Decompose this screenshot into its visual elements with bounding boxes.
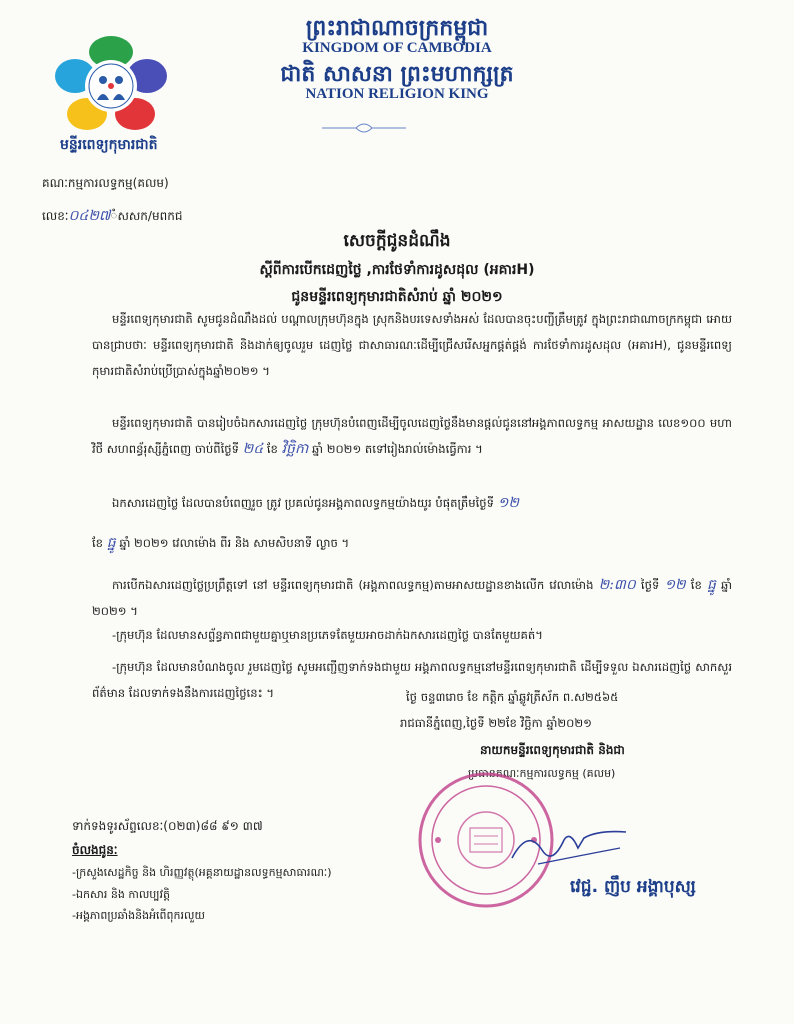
kingdom-title-en: KINGDOM OF CAMBODIA [302,40,492,56]
document-subject: ស្តីពីការបើកដេញថ្លៃ ,ការថែទាំការដូសដុល (អគារH) [259,262,535,278]
contact-phone: ទាក់ទងទូរស័ព្ទលេខៈ(០២៣)៨៨ ៩១ ៣៧ [72,819,263,833]
condition-single-bid: -ក្រុមហ៊ុន ដែលមានសព្ទ័ន្ធភាពជាមួយគ្នាឬមានប្រភេទតែមួយអាចដាក់ឯកសារដេញថ្លៃ បានតែមួយគត់។ [112,628,543,642]
reference-number: ០៤២៧ [68,208,111,224]
condition-contact: -ក្រុមហ៊ុន ដែលមានបំណងចូល រួមដេញថ្លៃ សូមអញ្ជើញទាក់ទងជាមួយ អង្គភាពលទ្ធកម្មនៅមន្ទីរពេទ្យកុមារជាតិ ដើម្បីទទួល ឯសារដេញថ្លៃ សាកសួរព័ត៌មាន ដែលទាក់ទងនឹងការដេញថ្លៃនេះ ។ [92,660,732,700]
kingdom-title-kh: ព្រះរាជាណាចក្រកម្ពុជា [305,16,489,41]
bid-opening-text: ការបើកឯសារដេញថ្លៃប្រព្រឹត្តទៅ នៅ មន្ទីរពេទ្យកុមារជាតិ (អង្គភាពលទ្ធកម្ម)តាមអាសយដ្ឋានខាងលើក វេលាម៉ោង [112,578,594,592]
reference-line [42,206,182,227]
signer-title: នាយកមន្ទីរពេទ្យកុមារជាតិ និងជា [480,743,625,757]
lunar-date: ថ្ងៃ ចន្ទ៣រោច ខែ កត្តិក ឆ្នាំឆ្លូវត្រីស័ក ព.ស២៥៦៥ [406,690,619,704]
organization-name: មន្ទីរពេទ្យកុមារជាតិ [60,137,158,153]
nation-motto-kh: ជាតិ សាសនា ព្រះមហាក្សត្រ [280,62,514,87]
document-title: សេចក្តីជូនដំណឹង [343,231,451,251]
paragraph-bid-documents [92,410,732,462]
paragraph-bid-opening [92,572,732,624]
month-label: ខែ [690,578,702,592]
day-label: ថ្ងៃទី [640,578,660,592]
paragraph-announcement: មន្ទីរពេទ្យកុមារជាតិ សូមជូនដំណឹងដល់ បណ្តាលក្រុមហ៊ុនក្នុង ស្រុកនិងបរទេសទាំងអស់ ដែលបានចុះបញ្ជីត្រឹមត្រូវ ក្នុងព្រះរាជាណាចក្រកម្ពុជា អោយបានជ្រាបថាៈ មន្ទីរពេទ្យកុមារជាតិ និងដាក់ឲ្យចូលរួម ដេញថ្លៃ ជាសាធារណៈដើម្បីជ្រើសរើសអ្នកផ្គត់ផ្គង់ ការថែទាំការដូសដុល (អគារH), ជូនមន្ទីរពេទ្យកុមារជាតិសំរាប់ប្រើប្រាស់ក្នុងឆ្នាំ២០២១ ។ [92,312,732,378]
department-line: គណៈកម្មការលទ្ធកម្ម(គលម) [42,176,169,190]
handwritten-deadline-month: ធ្នូ [106,535,116,551]
recipient-item: -អង្គភាពប្រឆាំងនិងអំពើពុករលួយ [72,909,205,922]
paragraph-submission-month [92,530,732,556]
recipients-title: ចំលងជូនៈ [72,843,118,857]
paragraph-submission-deadline [92,490,732,516]
submission-time-text: ឆ្នាំ ២០២១ វេលាម៉ោង ពីរ និង សាមសិបនាទី ល្ងាច ។ [119,536,350,550]
submission-deadline-text: ឯកសារដេញថ្លៃ ដែលបានបំពេញរួច ត្រូវ ប្រគល់ជូនអង្គភាពលទ្ធកម្មយ៉ាងយូរ បំផុតត្រឹមថ្ងៃទី [112,496,495,510]
month-label: ខែ [92,536,104,550]
document-subject-line2: ជូនមន្ទីរពេទ្យកុមារជាតិសំរាប់ ឆ្នាំ ២០២១ [291,289,503,305]
handwritten-month: វិច្ឆិកា [281,441,309,457]
handwritten-opening-time: ២:៣០ [598,577,636,593]
bid-opening-year: ឆ្នាំ ២០២១ ។ [92,578,732,618]
reference-label: លេខៈ [42,209,69,223]
recipient-item: -ក្រសួងសេដ្ឋកិច្ច និង ហិរញ្ញវត្ថុ(អគ្គនាយដ្ឋានលទ្ធកម្មសាធារណៈ) [72,866,332,879]
handwritten-opening-day: ១២ [664,577,686,593]
handwritten-deadline-day: ១២ [497,495,519,511]
reference-suffix: ំសសក/មពកជ [110,209,183,223]
nation-motto-en: NATION RELIGION KING [305,86,489,102]
signer-name: វេជ្ជ. ញឹប អង្គាបុស្ស [570,877,696,897]
month-label: ខែ [266,442,278,456]
handwritten-signature [508,818,638,874]
hospital-logo [55,34,167,134]
place-date: រាជធានីភ្នំពេញ,ថ្ងៃទី ២២ខែ វិច្ឆិកា ឆ្នាំ២០២១ [400,716,592,730]
recipient-item: -ឯកសារ និង កាលប្បវត្តិ [72,888,171,901]
handwritten-day: ២៤ [242,441,264,457]
paragraph-bid-documents-text: មន្ទីរពេទ្យកុមារជាតិ បានរៀបចំឯកសារដេញថ្លៃ ក្រុមហ៊ុនបំពេញដើម្បីចូលដេញថ្លៃនឹងមានផ្តល់ជូននៅអង្គភាពលទ្ធកម្ម អាសយដ្ឋាន លេខ១០០ មហាវិថី សហពន្ធ័រុស្សីភ្នំពេញ ចាប់ពីថ្ងៃទី [92,416,732,456]
ornament-divider [322,120,406,136]
signer-role: ប្រធានគណៈកម្មការលទ្ធកម្ម (គលម) [468,767,616,780]
paragraph-bid-documents-end: ឆ្នាំ ២០២១ តទៅរៀងរាល់ម៉ោងធ្វើការ ។ [311,442,483,456]
handwritten-opening-month: ធ្នូ [706,577,716,593]
